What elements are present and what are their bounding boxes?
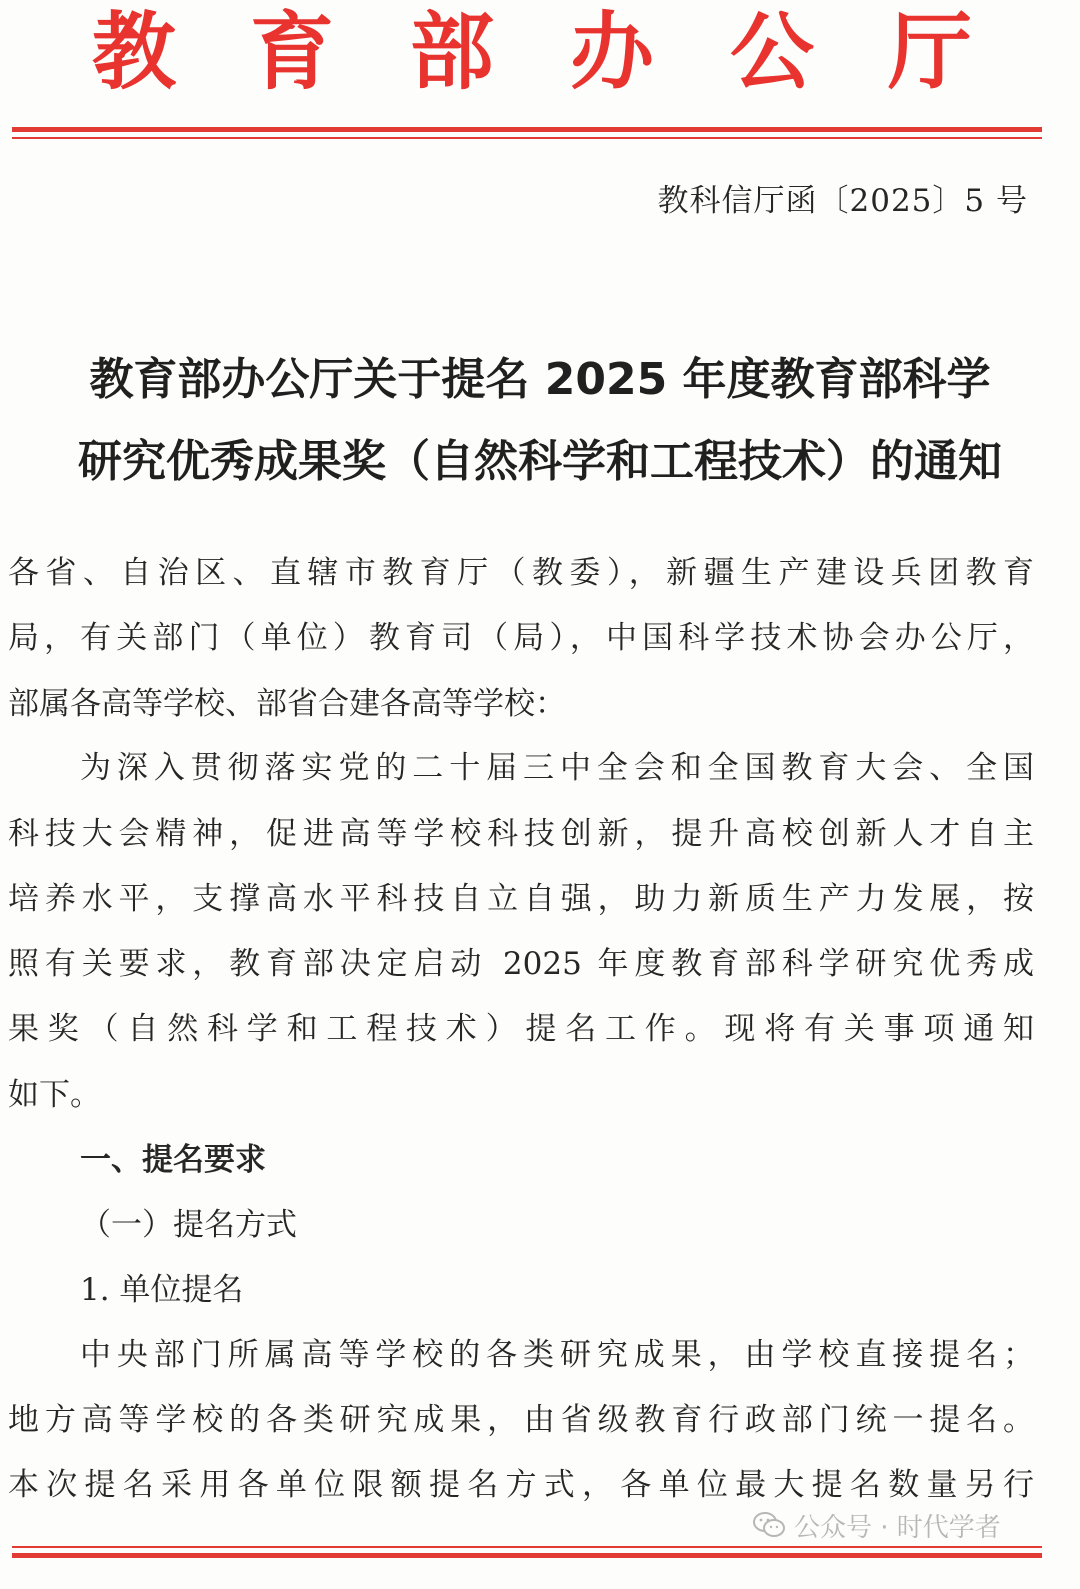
document-title-line-2: 研究优秀成果奖（自然科学和工程技术）的通知 xyxy=(78,436,1002,487)
masthead-char: 教 xyxy=(92,3,177,101)
wechat-icon xyxy=(752,1511,786,1539)
watermark xyxy=(752,1505,1001,1545)
masthead-char: 育 xyxy=(250,3,335,101)
item-heading: 1. 单位提名 xyxy=(80,1272,244,1308)
subsection-heading: （一）提名方式 xyxy=(80,1207,297,1243)
footer-rule-thin xyxy=(12,1546,1042,1548)
masthead xyxy=(0,2,1080,112)
document-number: 教科信厅函〔2025〕5 号 xyxy=(657,183,1028,219)
paragraph-line: 照有关要求，教育部决定启动 2025 年度教育部科学研究优秀成 xyxy=(8,946,1034,982)
section-heading: 一、提名要求 xyxy=(80,1142,266,1178)
recipients-line: 各省、自治区、直辖市教育厅（教委），新疆生产建设兵团教育 xyxy=(8,555,1034,591)
watermark-text: 公众号 · 时代学者 xyxy=(794,1512,1001,1543)
paragraph-line: 为深入贯彻落实党的二十届三中全会和全国教育大会、全国 xyxy=(80,750,1034,786)
paragraph-line: 本次提名采用各单位限额提名方式，各单位最大提名数量另行 xyxy=(8,1467,1034,1503)
masthead-char: 办 xyxy=(570,3,655,101)
footer-rule-thick xyxy=(12,1553,1042,1558)
paragraph-line: 科技大会精神，促进高等学校科技创新，提升高校创新人才自主 xyxy=(8,816,1034,852)
recipients-line: 部属各高等学校、部省合建各高等学校： xyxy=(8,686,566,722)
masthead-char: 公 xyxy=(730,3,815,101)
paragraph-line: 地方高等学校的各类研究成果，由省级教育行政部门统一提名。 xyxy=(8,1402,1034,1438)
masthead-char: 部 xyxy=(410,3,495,101)
paragraph-line: 如下。 xyxy=(8,1077,101,1113)
recipients-line: 局，有关部门（单位）教育司（局），中国科学技术协会办公厅， xyxy=(8,620,1034,656)
paragraph-line: 果奖（自然科学和工程技术）提名工作。现将有关事项通知 xyxy=(8,1011,1034,1047)
paragraph-line: 培养水平，支撑高水平科技自立自强，助力新质生产力发展，按 xyxy=(8,881,1034,917)
paragraph-line: 中央部门所属高等学校的各类研究成果，由学校直接提名； xyxy=(80,1337,1034,1373)
masthead-rule-thin xyxy=(12,137,1042,139)
document-title-line-1: 教育部办公厅关于提名 2025 年度教育部科学 xyxy=(89,354,991,405)
masthead-rule-thick xyxy=(12,127,1042,132)
masthead-char: 厅 xyxy=(888,3,973,101)
